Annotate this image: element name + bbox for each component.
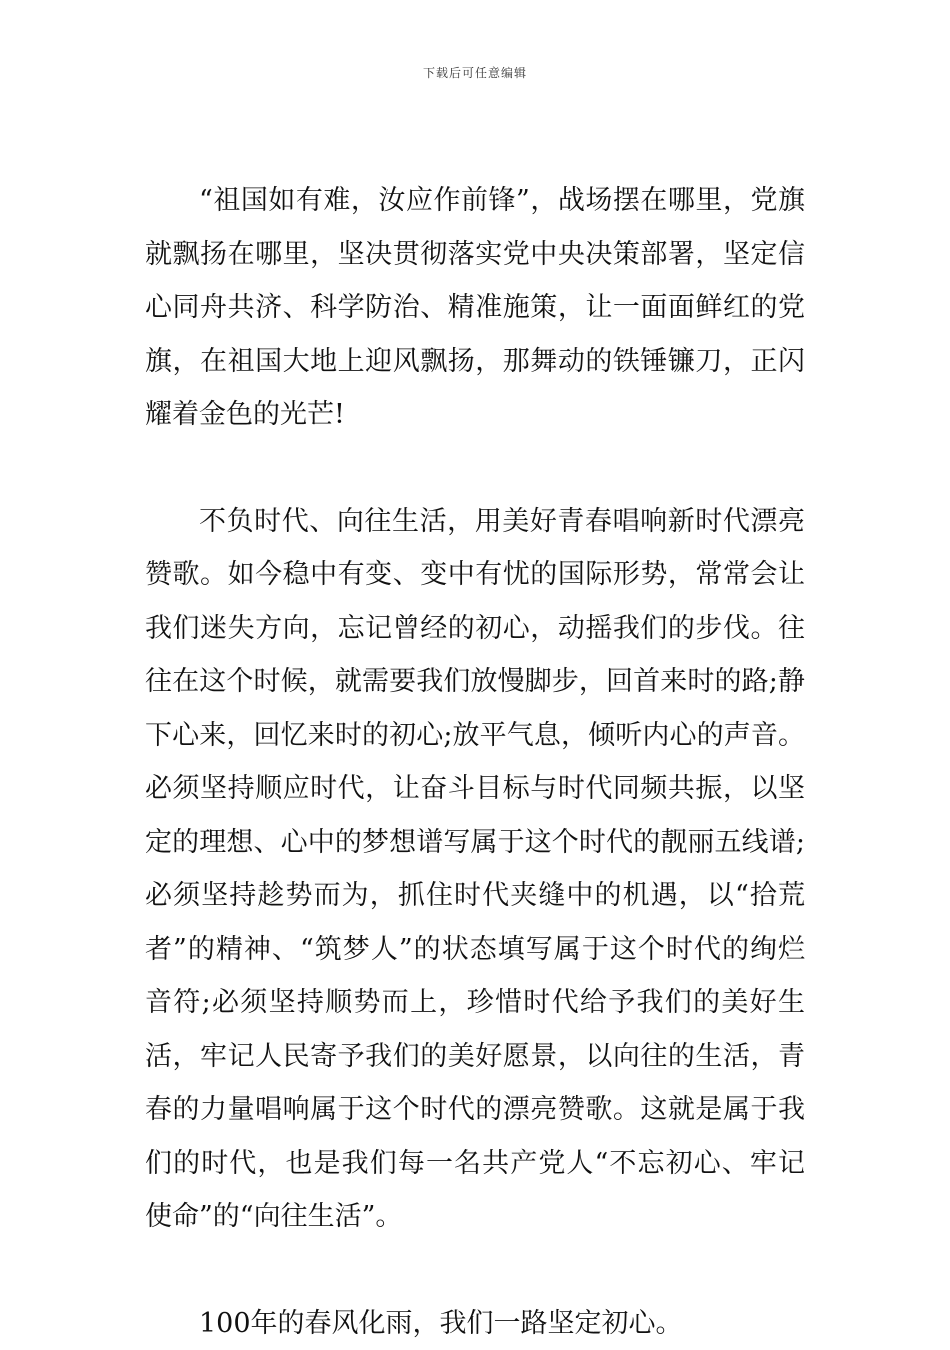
document-body — [145, 174, 805, 1350]
paragraph-2: 不负时代、向往生活，用美好青春唱响新时代漂亮赞歌。如今稳中有变、变中有忧的国际形势，常常会让我们迷失方向，忘记曾经的初心，动摇我们的步伐。往往在这个时候，就需要我们放慢脚步，回首来时的路;静下心来，回忆来时的初心;放平气息，倾听内心的声音。必须坚持顺应时代，让奋斗目标与时代同频共振，以坚定的理想、心中的梦想谱写属于这个时代的靓丽五线谱;必须坚持趁势而为，抓住时代夹缝中的机遇，以“拾荒者”的精神、“筑梦人”的状态填写属于这个时代的绚烂音符;必须坚持顺势而上，珍惜时代给予我们的美好生活，牢记人民寄予我们的美好愿景，以向往的生活，青春的力量唱响属于这个时代的漂亮赞歌。这就是属于我们的时代，也是我们每一名共产党人“不忘初心、牢记使命”的“向往生活”。 — [145, 495, 805, 1244]
page-header-note: 下载后可任意编辑 — [0, 64, 950, 81]
paragraph-3: 100年的春风化雨，我们一路坚定初心。 — [145, 1297, 805, 1350]
paragraph-1: “祖国如有难，汝应作前锋”，战场摆在哪里，党旗就飘扬在哪里，坚决贯彻落实党中央决策部署，坚定信心同舟共济、科学防治、精准施策，让一面面鲜红的党旗，在祖国大地上迎风飘扬，那舞动的铁锤镰刀，正闪耀着金色的光芒! — [145, 174, 805, 442]
